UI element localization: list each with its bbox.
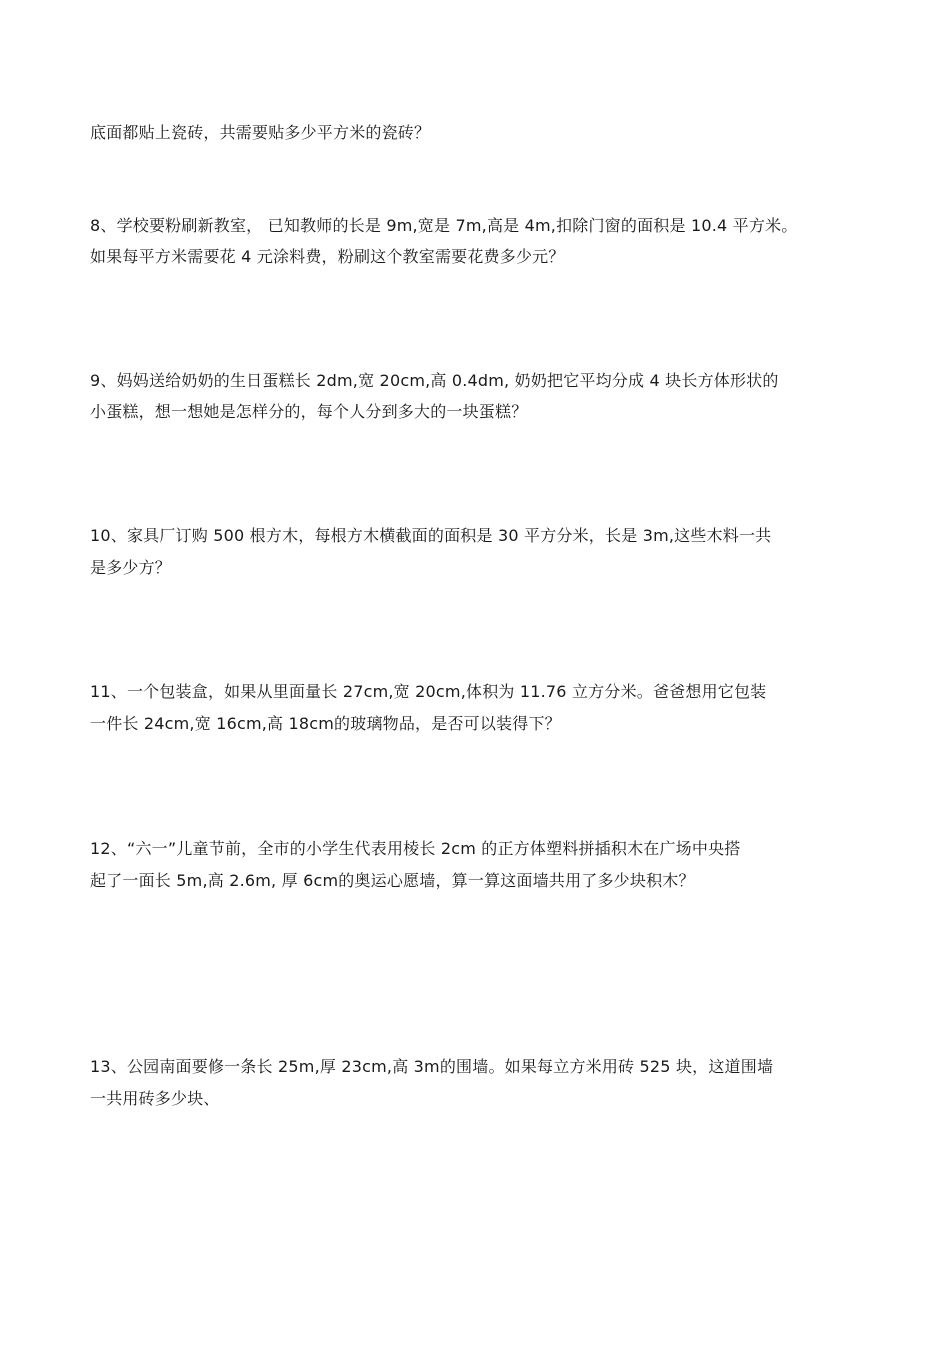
problem-9-line-2: 小蛋糕，想一想她是怎样分的，每个人分到多大的一块蛋糕？ [90,402,528,421]
problem-8-line-1: 8、学校要粉刷新教室， 已知教师的长是 9m,宽是 7m,高是 4m,扣除门窗的面积是 10.4 平方米。 [90,216,798,235]
problem-8-line-2: 如果每平方米需要花 4 元涂料费，粉刷这个教室需要花费多少元？ [90,247,565,266]
problem-10-line-1: 10、家具厂订购 500 根方木，每根方木横截面的面积是 30 平方分米，长是 3m,这些木料一共 [90,526,772,545]
problem-12-line-1: 12、“六一”儿童节前，全市的小学生代表用棱长 2cm 的正方体塑料拼插积木在广场中央搭 [90,839,741,858]
problem-10-line-2: 是多少方？ [90,558,172,577]
problem-9-line-1: 9、妈妈送给奶奶的生日蛋糕长 2dm,宽 20cm,高 0.4dm, 奶奶把它平均分成 4 块长方体形状的 [90,371,779,390]
problem-13-line-1: 13、公园南面要修一条长 25m,厚 23cm,高 3m的围墙。如果每立方米用砖 525 块，这道围墙 [90,1057,774,1076]
problem-13-line-2: 一共用砖多少块、 [90,1089,220,1108]
problem-12-line-2: 起了一面长 5m,高 2.6m, 厚 6cm的奥运心愿墙，算一算这面墙共用了多少块积木？ [90,871,695,890]
problem-11-line-1: 11、一个包装盒，如果从里面量长 27cm,宽 20cm,体积为 11.76 立方分米。爸爸想用它包装 [90,682,767,701]
problem-11-line-2: 一件长 24cm,宽 16cm,高 18cm的玻璃物品，是否可以装得下？ [90,714,561,733]
problem-7-line-2: 底面都贴上瓷砖，共需要贴多少平方米的瓷砖？ [90,123,431,142]
